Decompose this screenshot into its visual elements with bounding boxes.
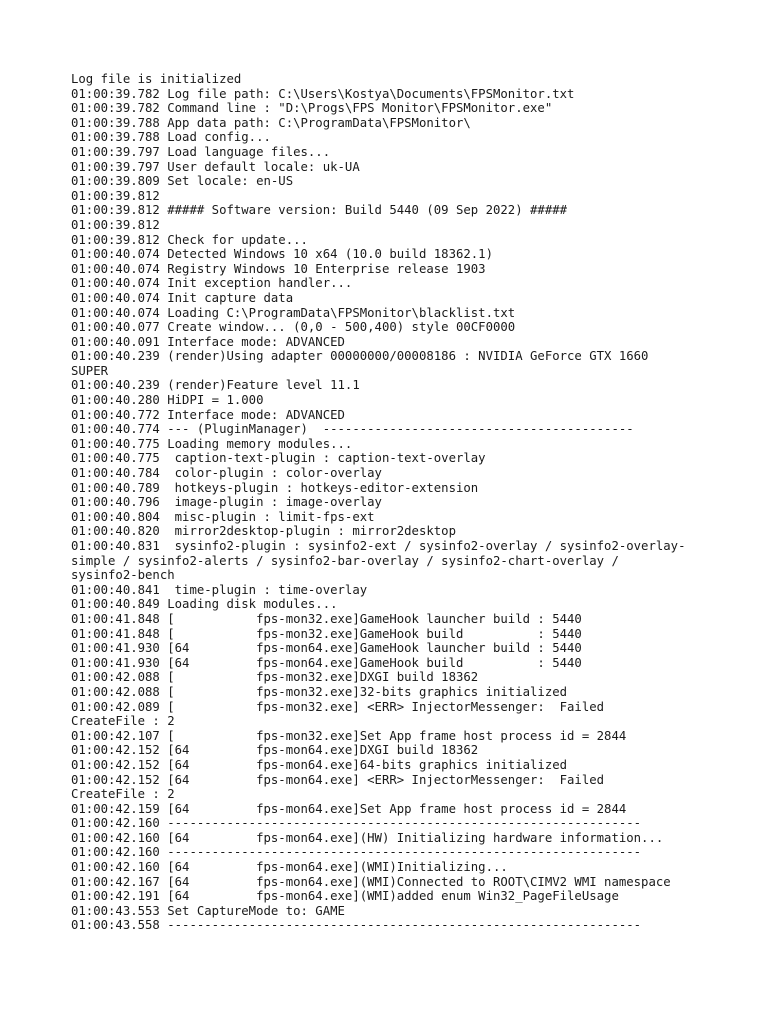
log-line: CreateFile : 2: [71, 714, 175, 729]
log-line: 01:00:42.088 [ fps-mon32.exe]DXGI build 18362: [71, 670, 479, 685]
log-line: 01:00:42.191 [64 fps-mon64.exe](WMI)added enum Win32_PageFileUsage: [71, 889, 619, 904]
log-line: 01:00:39.812: [71, 217, 160, 232]
log-line: 01:00:39.788 Load config...: [71, 130, 271, 145]
log-line: 01:00:41.930 [64 fps-mon64.exe]GameHook build : 5440: [71, 655, 582, 670]
log-line: 01:00:40.784 color-plugin : color-overlay: [71, 466, 382, 481]
log-line: 01:00:40.831 sysinfo2-plugin : sysinfo2-ext / sysinfo2-overlay / sysinfo2-overlay-: [71, 539, 686, 553]
log-line: 01:00:42.152 [64 fps-mon64.exe]64-bits graphics initialized: [71, 757, 568, 772]
log-line: 01:00:40.796 image-plugin : image-overlay: [71, 495, 382, 510]
log-line: 01:00:42.160 ----------------------------------------------------------------: [71, 845, 642, 860]
log-line: 01:00:42.160 ----------------------------------------------------------------: [71, 816, 642, 831]
log-line: 01:00:42.167 [64 fps-mon64.exe](WMI)Connected to ROOT\CIMV2 WMI namespace: [71, 874, 671, 889]
log-line: 01:00:40.774 --- (PluginManager) ------------------------------------------: [71, 422, 634, 437]
log-line: 01:00:40.091 Interface mode: ADVANCED: [71, 334, 345, 349]
log-line: 01:00:39.782 Command line : "D:\Progs\FPS Monitor\FPSMonitor.exe": [71, 101, 553, 116]
log-line: 01:00:43.553 Set CaptureMode to: GAME: [71, 903, 345, 918]
log-line: 01:00:40.820 mirror2desktop-plugin : mirror2desktop: [71, 524, 456, 539]
log-line: 01:00:42.089 [ fps-mon32.exe] <ERR> InjectorMessenger: Failed: [71, 699, 605, 714]
log-line: 01:00:42.160 [64 fps-mon64.exe](HW) Initializing hardware information...: [71, 830, 664, 845]
log-line: 01:00:39.812 Check for update...: [71, 232, 308, 247]
log-line: 01:00:39.812 ##### Software version: Build 5440 (09 Sep 2022) #####: [71, 203, 568, 218]
log-document: [71, 72, 711, 933]
log-line: 01:00:40.789 hotkeys-plugin : hotkeys-editor-extension: [71, 480, 479, 495]
log-line: 01:00:42.088 [ fps-mon32.exe]32-bits graphics initialized: [71, 684, 568, 699]
log-line: 01:00:40.239 (render)Using adapter 00000000/00008186 : NVIDIA GeForce GTX 1660: [71, 349, 649, 364]
log-line: 01:00:43.558 ----------------------------------------------------------------: [71, 918, 642, 933]
log-line: 01:00:41.848 [ fps-mon32.exe]GameHook build : 5440: [71, 626, 582, 641]
log-line: 01:00:39.812: [71, 188, 160, 203]
log-line: 01:00:40.841 time-plugin : time-overlay: [71, 582, 368, 597]
log-line: 01:00:40.280 HiDPI = 1.000: [71, 393, 264, 408]
log-line: 01:00:40.074 Detected Windows 10 x64 (10.0 build 18362.1): [71, 247, 493, 262]
log-line: 01:00:42.160 [64 fps-mon64.exe](WMI)Initializing...: [71, 860, 508, 875]
log-line: 01:00:40.077 Create window... (0,0 - 500,400) style 00CF0000: [71, 320, 516, 335]
log-line: 01:00:40.804 misc-plugin : limit-fps-ext: [71, 509, 375, 524]
log-line: 01:00:42.107 [ fps-mon32.exe]Set App frame host process id = 2844: [71, 728, 627, 743]
log-line: sysinfo2-bench: [71, 568, 175, 583]
log-line: SUPER: [71, 363, 109, 378]
log-line: simple / sysinfo2-alerts / sysinfo2-bar-overlay / sysinfo2-chart-overlay /: [71, 553, 619, 568]
log-line: 01:00:42.152 [64 fps-mon64.exe]DXGI build 18362: [71, 743, 479, 758]
log-line: 01:00:42.159 [64 fps-mon64.exe]Set App frame host process id = 2844: [71, 801, 627, 816]
log-line: 01:00:40.074 Init exception handler...: [71, 276, 353, 291]
log-line: CreateFile : 2: [71, 787, 175, 802]
log-line: 01:00:41.930 [64 fps-mon64.exe]GameHook launcher build : 5440: [71, 641, 582, 656]
log-line: 01:00:40.849 Loading disk modules...: [71, 597, 338, 612]
log-line: 01:00:40.074 Init capture data: [71, 290, 294, 305]
log-line: 01:00:39.797 User default locale: uk-UA: [71, 159, 360, 174]
log-line: 01:00:40.775 Loading memory modules...: [71, 436, 353, 451]
log-line: 01:00:39.788 App data path: C:\ProgramData\FPSMonitor\: [71, 115, 471, 130]
log-line: 01:00:42.152 [64 fps-mon64.exe] <ERR> InjectorMessenger: Failed: [71, 772, 605, 787]
log-line: 01:00:41.848 [ fps-mon32.exe]GameHook launcher build : 5440: [71, 611, 582, 626]
log-line: 01:00:40.074 Loading C:\ProgramData\FPSMonitor\blacklist.txt: [71, 305, 516, 320]
log-line: 01:00:39.782 Log file path: C:\Users\Kostya\Documents\FPSMonitor.txt: [71, 86, 575, 101]
log-line: 01:00:40.239 (render)Feature level 11.1: [71, 378, 360, 393]
log-line: 01:00:39.797 Load language files...: [71, 144, 331, 159]
log-line: Log file is initialized: [71, 72, 242, 86]
log-line: 01:00:40.775 caption-text-plugin : caption-text-overlay: [71, 451, 486, 466]
log-line: 01:00:39.809 Set locale: en-US: [71, 174, 294, 189]
log-line: 01:00:40.772 Interface mode: ADVANCED: [71, 407, 345, 422]
log-line: 01:00:40.074 Registry Windows 10 Enterprise release 1903: [71, 261, 486, 276]
